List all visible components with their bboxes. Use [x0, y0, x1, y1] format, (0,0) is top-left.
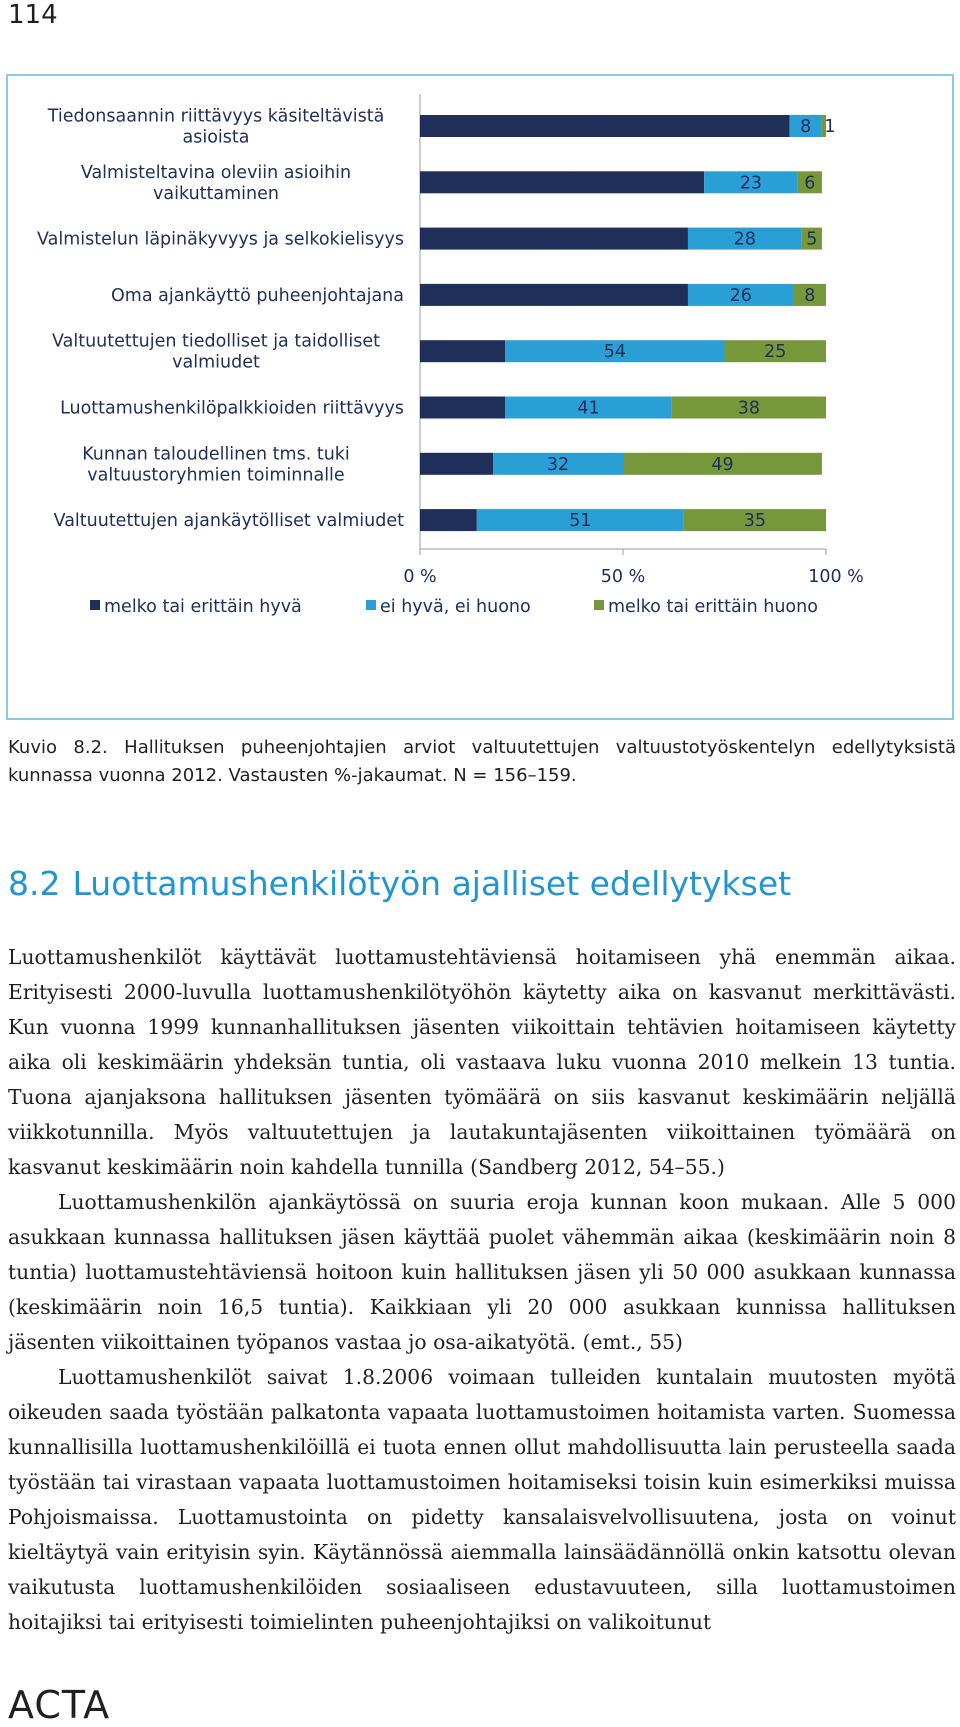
figure-caption — [8, 734, 956, 790]
data-label: 70 — [550, 173, 574, 194]
x-tick-label: 100 % — [808, 567, 864, 587]
data-label: 21 — [434, 398, 457, 419]
category-label: Oma ajankäyttö puheenjohtajana — [111, 285, 404, 306]
section-number: 8.2 — [8, 864, 61, 903]
data-label: 66 — [542, 285, 566, 306]
bar-segment — [420, 340, 505, 362]
category-label: Kunnan taloudellinen tms. tuki — [82, 444, 350, 465]
x-tick-label: 50 % — [600, 567, 646, 587]
legend-swatch — [366, 600, 376, 610]
legend-swatch — [594, 600, 604, 610]
stacked-bar-chart — [8, 76, 952, 718]
data-label: 26 — [729, 285, 752, 306]
data-label: 38 — [737, 398, 761, 419]
acta-logo: ACTA — [8, 1683, 111, 1727]
bar-segment — [420, 397, 505, 419]
category-label: Valtuutettujen ajankäytölliset valmiudet — [53, 511, 404, 532]
data-label: 91 — [593, 117, 616, 137]
data-label: 25 — [764, 342, 787, 363]
section-title: Luottamushenkilötyön ajalliset edellytykset — [72, 864, 792, 903]
data-label: 23 — [739, 173, 763, 194]
paragraph-1: Luottamushenkilöt käyttävät luottamustehtäviensä hoitamiseen yhä enemmän aikaa. Erityisesti 2000-luvulla luottamushenkilötyöhön käytetty aika on kasvanut merkittävästi. Kun vuonna 1999 kunnanhallituksen jäsenten viikoittain tehtävien hoitamiseen käytetty aika oli keskimäärin yhdeksän tuntia, oli vastaava luku vuonna 2010 melkein 13 tuntia. Tuona ajanjaksona hallituksen jäsenten työmäärä on siis kasvanut keskimäärin neljällä viikkotunnilla. Myös valtuutettujen ja lautakuntajäsenten viikoittainen työmäärä on kasvanut keskimäärin noin kahdella tunnilla (Sandberg 2012, 54–55.) — [8, 945, 956, 1179]
section-heading — [8, 864, 791, 903]
paragraph-2: Luottamushenkilön ajankäytössä on suuria eroja kunnan koon mukaan. Alle 5 000 asukkaan kunnassa hallituksen jäsen käyttää puolet vähemmän aikaa (keskimäärin noin 8 tuntia) luottamustehtäviensä hoitoon kuin hallituksen jäsen yli 50 000 asukkaan kunnassa (keskimäärin noin 16,5 tuntia). Kaikkiaan yli 20 000 asukkaan kunnissa hallituksen jäsenten viikoittainen työpanos vastaa jo osa-aikatyötä. (emt., 55) — [8, 1190, 956, 1354]
legend-label: melko tai erittäin hyvä — [104, 597, 302, 617]
category-label: Luottamushenkilöpalkkioiden riittävyys — [60, 398, 404, 419]
data-label: 54 — [603, 342, 627, 363]
chart-container — [6, 74, 954, 720]
category-label: vaikuttaminen — [153, 183, 279, 204]
category-label: valmiudet — [172, 352, 260, 373]
category-label: asioista — [182, 127, 250, 148]
data-label: 51 — [569, 511, 592, 532]
data-label: 66 — [542, 229, 566, 250]
data-label: 21 — [434, 342, 457, 363]
category-label: Valtuutettujen tiedolliset ja taidolliset — [52, 331, 380, 352]
data-label: 14 — [434, 511, 457, 532]
data-label: 8 — [804, 285, 816, 306]
data-label: 32 — [546, 454, 570, 475]
data-label: 8 — [800, 117, 812, 137]
data-label: 1 — [824, 117, 836, 137]
category-label: Valmistelun läpinäkyvyys ja selkokielisyys — [37, 229, 404, 250]
data-label: 5 — [806, 229, 818, 250]
category-label: Valmisteltavina oleviin asioihin — [80, 162, 352, 183]
x-tick-label: 0 % — [403, 567, 437, 587]
legend-label: ei hyvä, ei huono — [380, 597, 531, 617]
data-label: 35 — [743, 511, 767, 532]
data-label: 28 — [733, 229, 756, 250]
bar-segment — [420, 453, 493, 475]
legend-label: melko tai erittäin huono — [608, 597, 818, 617]
caption-label: Kuvio 8.2. — [8, 737, 108, 758]
category-label: valtuustoryhmien toiminnalle — [87, 465, 345, 486]
body-text — [8, 940, 956, 1640]
data-label: 49 — [711, 454, 734, 475]
caption-text: Hallituksen puheenjohtajien arviot valtuutettujen valtuustotyöskentelyn edellytyksistä kunnassa vuonna 2012. Vastausten %-jakaumat. N = 156–159. — [8, 737, 956, 786]
category-label: Tiedonsaannin riittävyys käsiteltävistä — [47, 106, 385, 127]
legend-swatch — [90, 600, 100, 610]
paragraph-3: Luottamushenkilöt saivat 1.8.2006 voimaan tulleiden kuntalain muutosten myötä oikeuden saada työstään palkatonta vapaata luottamustoimen hoitamista varten. Suomessa kunnallisilla luottamushenkilöillä ei tuota ennen ollut mahdollisuutta lain perusteella saada työstään tai virastaan vapaata luottamustoimen hoitamiseksi toisin kuin esimerkiksi muissa Pohjoismaissa. Luottamustointa on pidetty kansalaisvelvollisuutena, josta on voinut kieltäytyä vain erityisin syin. Käytännössä aiemmalla lainsäädännöllä onkin katsottu olevan vaikutusta luottamushenkilöiden sosiaaliseen edustavuuteen, silla luottamustoimen hoitajiksi tai erityisesti toimielinten puheenjohtajiksi on valikoitunut — [8, 1365, 956, 1634]
data-label: 6 — [804, 173, 816, 194]
data-label: 41 — [577, 398, 600, 419]
page-number: 114 — [8, 0, 58, 30]
data-label: 18 — [434, 454, 457, 475]
